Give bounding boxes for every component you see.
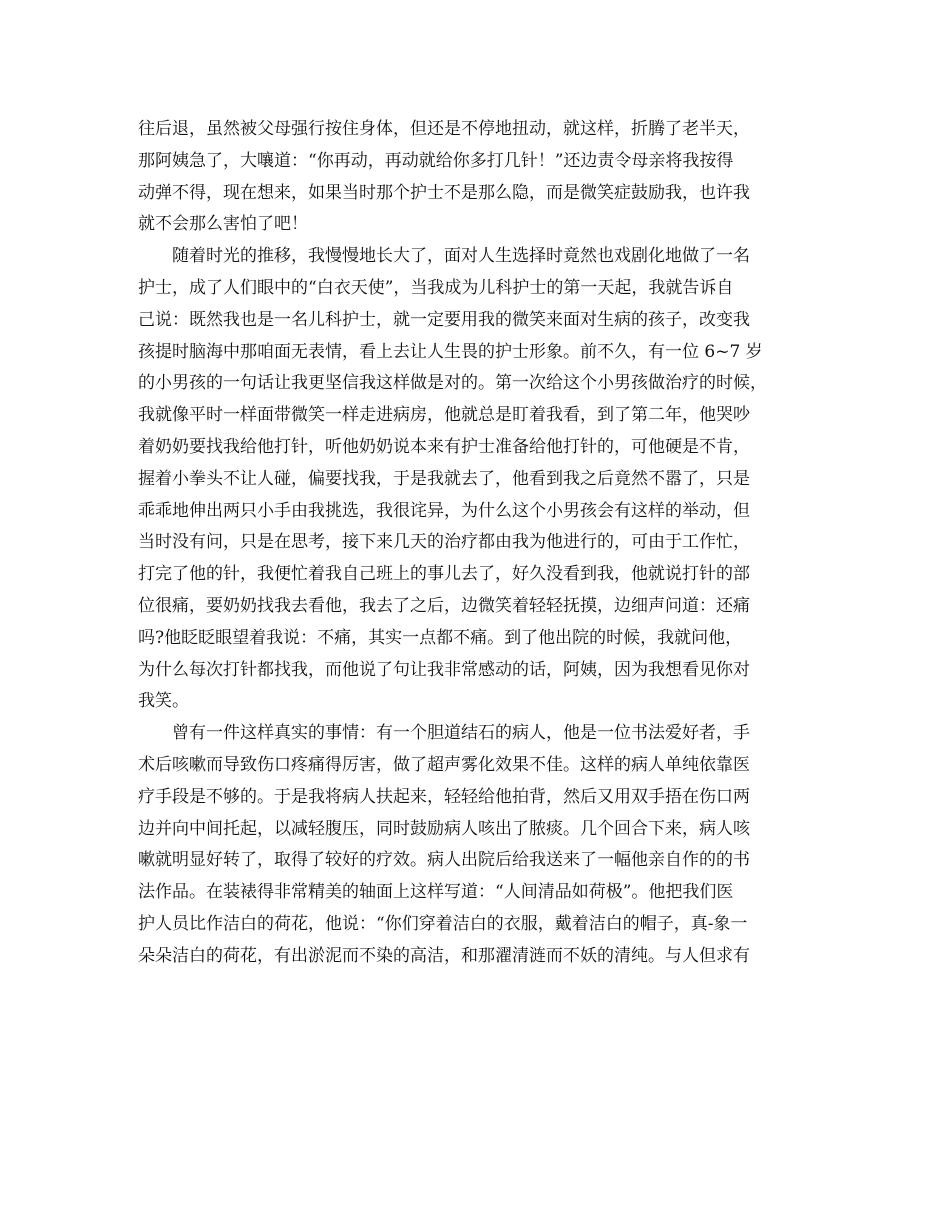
text-line: 那阿姨急了，大嚷道：“你再动，再动就给你多打几针！”还边责令母亲将我按得: [138, 150, 734, 171]
text-line: 己说：既然我也是一名儿科护士，就一定要用我的微笑来面对生病的孩子，改变我: [138, 309, 750, 330]
text-line: 往后退，虽然被父母强行按住身体，但还是不停地扭动，就这样，折腾了老半天，: [138, 119, 750, 139]
text-line: 法作品。在装裱得非常精美的轴面上这样写道：“人间清品如荷极”。他把我们医: [138, 882, 734, 903]
text-line: 孩提时脑海中那咱面无表情，看上去让人生畏的护士形象。前不久，有一位 6~7 岁: [138, 341, 763, 362]
text-line: 我笑。: [138, 691, 189, 712]
text-line: 着奶奶要找我给他打针，听他奶奶说本来有护士准备给他打针的，可他硬是不肯，: [138, 436, 750, 457]
text-line: 疗手段是不够的。于是我将病人扶起来，轻轻给他拍背，然后又用双手捂在伤口两: [138, 786, 750, 807]
text-line: 吗?他眨眨眼望着我说：不痛，其实一点都不痛。到了他出院的时候，我就问他，: [138, 627, 743, 648]
text-line: 打完了他的针，我便忙着我自己班上的事儿去了，好久没看到我，他就说打针的部: [138, 564, 750, 585]
body-text: [138, 114, 818, 973]
text-line: 边并向中间托起，以减轻腹压，同时鼓励病人咳出了脓痰。几个回合下来，病人咳: [138, 818, 750, 839]
text-line: 为什么每次打针都找我，而他说了句让我非常感动的话，阿姨，因为我想看见你对: [138, 659, 750, 680]
text-line: 护士，成了人们眼中的“白衣天使”，当我成为儿科护士的第一天起，我就告诉自: [138, 277, 734, 298]
text-line: 我就像平时一样面带微笑一样走进病房，他就总是盯着我看，到了第二年，他哭吵: [138, 405, 750, 426]
text-line: 位很痛，要奶奶找我去看他，我去了之后，边微笑着轻轻抚摸，边细声问道：还痛: [138, 595, 750, 616]
paragraph-first-line: 曾有一件这样真实的事情：有一个胆道结石的病人，他是一位书法爱好者，手: [172, 723, 750, 744]
text-line: 乖乖地伸出两只小手由我挑选，我很诧异，为什么这个小男孩会有这样的举动，但: [138, 500, 750, 521]
paragraph-first-line: 随着时光的推移，我慢慢地长大了，面对人生选择时竟然也戏剧化地做了一名: [172, 246, 750, 267]
text-line: 动弹不得，现在想来，如果当时那个护士不是那么隐，而是微笑症鼓励我，也许我: [138, 182, 750, 203]
text-line: 嗽就明显好转了，取得了较好的疗效。病人出院后给我送来了一幅他亲自作的的书: [138, 850, 750, 871]
text-line: 的小男孩的一句话让我更坚信我这样做是对的。第一次给这个小男孩做治疗的时候，: [138, 373, 767, 394]
text-line: 握着小拳头不让人碰，偏要找我，于是我就去了，他看到我之后竟然不嚣了，只是: [138, 468, 750, 489]
text-line: 就不会那么害怕了吧！: [138, 214, 308, 235]
text-line: 朵朵洁白的荷花，有出淤泥而不染的高洁，和那濯清涟而不妖的清纯。与人但求有: [138, 945, 750, 966]
text-line: 术后咳嗽而导致伤口疼痛得厉害，做了超声雾化效果不佳。这样的病人单纯依靠医: [138, 754, 750, 775]
text-line: 当时没有问，只是在思考，接下来几天的治疗都由我为他进行的，可由于工作忙，: [138, 532, 750, 553]
text-line: 护人员比作洁白的荷花，他说：“你们穿着洁白的衣服，戴着洁白的帽子，真-象一: [138, 913, 748, 934]
